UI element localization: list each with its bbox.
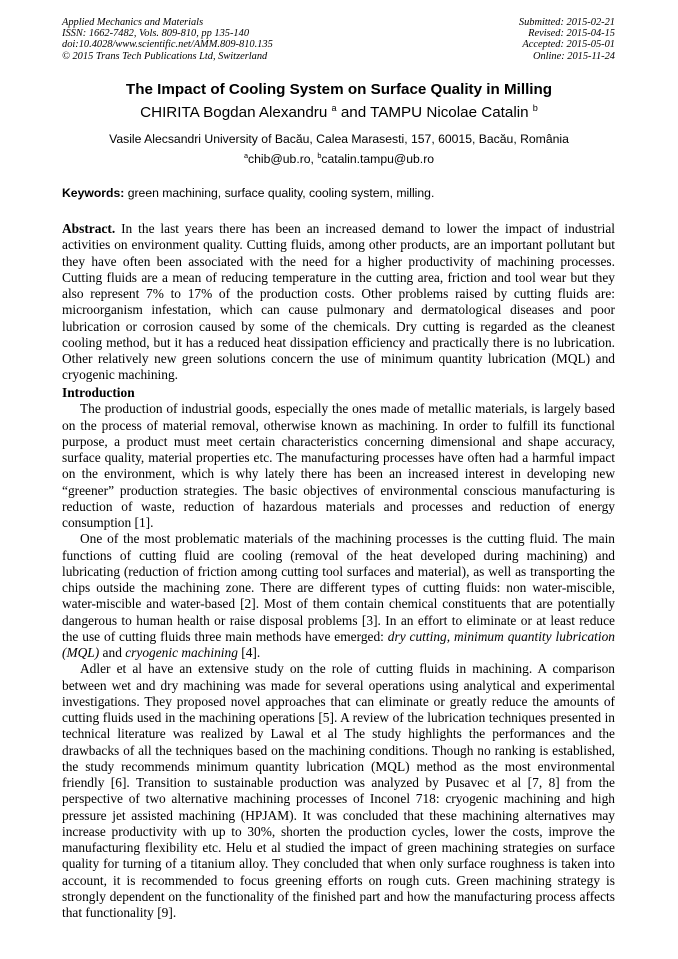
publication-info — [62, 17, 273, 62]
abstract — [62, 221, 615, 384]
introduction-section — [62, 385, 615, 921]
accepted-date: Accepted: 2015-05-01 — [522, 39, 615, 51]
email-1-sup: a — [243, 150, 249, 160]
paragraph: The production of industrial goods, especially the ones made of metallic materials, is largely based on the process of material removal, otherwise known as machining. In order to fulfill its functional purpose, a product must meet certain characteristics concerning dimensional and shape accuracy, surface quality, material properties etc. The manufacturing processes have often had a harmful impact on the environment, which is why lately there has been an increased interest in developing new “greener” production strategies. The basic objectives of environmental conscious manufacturing is reduction of waste, reduction of hazardous materials and processes and reduction of energy consumption [1]. — [62, 401, 615, 530]
abstract-label: Abstract. — [62, 221, 116, 236]
author-2: TAMPU Nicolae Catalin — [370, 104, 529, 121]
introduction-heading: Introduction — [62, 385, 135, 400]
italic-text: dry cutting, minimum quantity lubrication (MQL) — [62, 628, 615, 660]
revised-date: Revised: 2015-04-15 — [528, 28, 615, 40]
keywords — [62, 186, 434, 200]
keywords-text: green machining, surface quality, cooling system, milling. — [124, 186, 435, 200]
email-2: catalin.tampu@ub.ro — [321, 152, 435, 166]
italic-text: cryogenic machining — [125, 645, 238, 660]
paragraph-text: [4]. — [237, 645, 261, 660]
copyright: © 2015 Trans Tech Publications Ltd, Switzerland — [62, 50, 268, 62]
email-1: chib@ub.ro, — [248, 152, 318, 166]
emails — [0, 152, 678, 166]
doi: doi:10.4028/www.scientific.net/AMM.809-810.135 — [62, 39, 273, 51]
author-1-sup: a — [331, 102, 337, 113]
submitted-date: Submitted: 2015-02-21 — [518, 17, 615, 28]
affiliation: Vasile Alecsandri University of Bacău, Calea Marasesti, 157, 60015, Bacău, România — [109, 132, 569, 146]
author-2-sup: b — [532, 102, 538, 113]
paragraph-text: One of the most problematic materials of the machining processes is the cutting fluid. The main functions of cutting fluid are cooling (removal of the heat developed during machining) and lubricating (reduction of friction among cutting tool surfaces and material), as well as transporting the chips outside the machining zone. There are different types of cutting fluids: non water-miscible, water-miscible and water-based [2]. Most of them contain chemical constituents that are potentially dangerous to human health or raise disposal problems [3]. In an effort to eliminate or at least reduce the use of cutting fluids three main methods have emerged: — [62, 531, 615, 644]
online-date: Online: 2015-11-24 — [532, 50, 615, 62]
journal-name: Applied Mechanics and Materials — [62, 17, 204, 28]
abstract-text: In the last years there has been an increased demand to lower the impact of industrial activities on environment quality. Cutting fluids, among other products, are an important pollutant but they have often been associated with the need for a higher productivity of machining processes. Cutting fluids are a mean of reducing temperature in the cutting area, friction and tool wear but they also represent 7% to 17% of the production costs. Other problems raised by cutting fluids are: microorganism infestation, which can cause pulmonary and dermatological diseases and poor lubrication or corrosion caused by some of the chemicals. Dry cutting is regarded as the cleanest cooling method, but it has a reduced heat dissipation efficiency and practically there is no lubrication. Other relatively new green solutions concern the use of minimum quantity lubrication (MQL) and cryogenic machining. — [62, 221, 615, 383]
paragraph: Adler et al have an extensive study on the role of cutting fluids in machining. A comparison between wet and dry machining was made for several operations using analytical and experimental investigations. They proposed novel approaches that can eliminate or greatly reduce the amounts of cutting fluids used in the machining operations [5]. A review of the lubrication techniques presented in technical literature was realized by Lawal et al The study highlights the performances and the drawbacks of all the techniques based on the machining conditions. Though no ranking is established, the study recommends minimum quantity lubrication (MQL) method as the most environmental friendly [6]. Transition to sustainable production was analyzed by Pusavec et al [7, 8] from the perspective of two alternative machining processes of Inconel 718: cryogenic machining and high pressure jet assisted machining (HPJAM). It was concluded that these machining alternatives may increase productivity with up to 30%, shorten the production cycles, lower the costs, improve the manufacturing flexibility etc. Helu et al studied the impact of green machining strategies on surface quality for turning of a titanium alloy. They concluded that when only surface roughness is taken into account, it is recommended to focus greening efforts on rough cuts. Green machining strategy is strongly dependent on the functionality of the finished part and how the manufacturing process affects that functionality [9]. — [62, 661, 615, 920]
publication-dates — [519, 17, 615, 62]
issn: ISSN: 1662-7482, Vols. 809-810, pp 135-140 — [62, 28, 250, 40]
keywords-label: Keywords: — [62, 186, 125, 200]
paragraph — [62, 531, 615, 661]
email-2-sup: b — [317, 150, 322, 160]
authors-and: and — [336, 104, 371, 121]
paper-title: The Impact of Cooling System on Surface Quality in Milling — [125, 81, 553, 98]
authors — [0, 104, 678, 121]
author-1: CHIRITA Bogdan Alexandru — [140, 104, 328, 121]
paragraph-text: and — [99, 645, 126, 660]
